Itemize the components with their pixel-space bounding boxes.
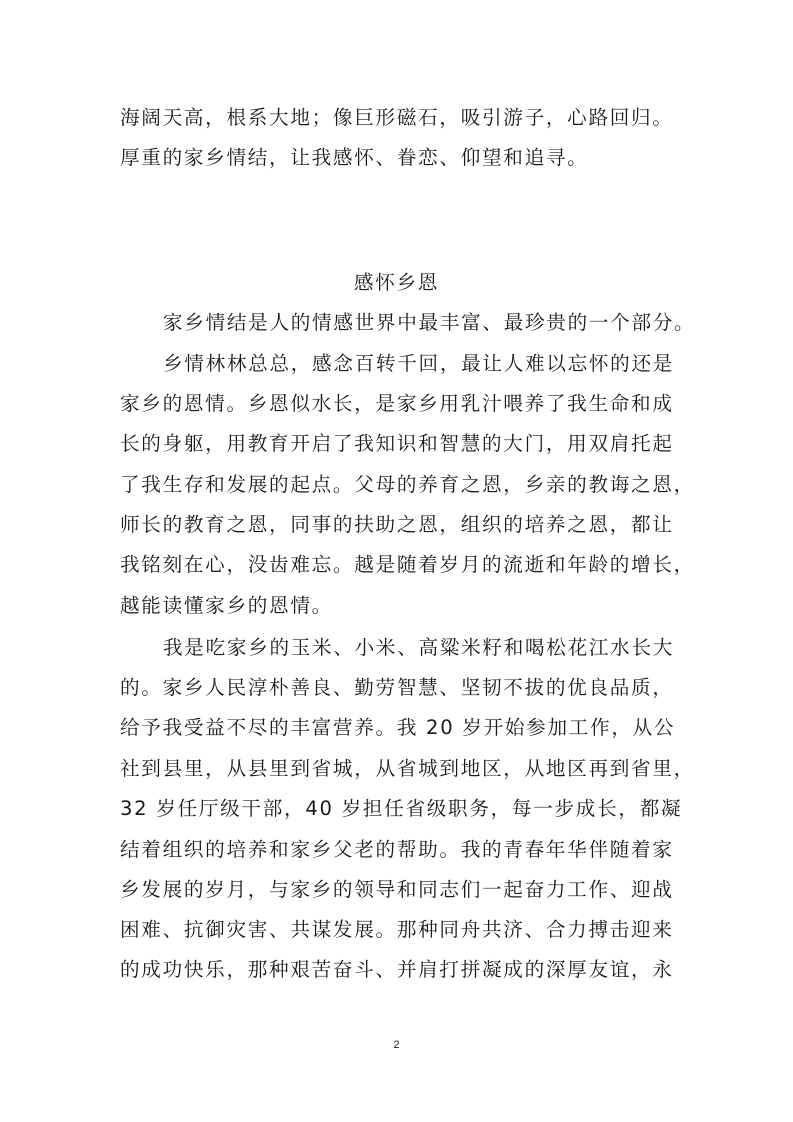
paragraph-line: 的成功快乐，那种艰苦奋斗、并肩打拼凝成的深厚友谊，永 xyxy=(120,958,674,981)
paragraph-line: 乡情林林总总，感念百转千回，最让人难以忘怀的还是 xyxy=(163,352,675,375)
paragraph-line: 我铭刻在心，没齿难忘。越是随着岁月的流逝和年龄的增长， xyxy=(120,553,695,576)
section-title: 感怀乡恩 xyxy=(353,271,440,294)
paragraph-line: 给予我受益不尽的丰富营养。我 20 岁开始参加工作，从公 xyxy=(120,716,676,739)
paragraph-line: 我是吃家乡的玉米、小米、高粱米籽和喝松花江水长大 xyxy=(163,636,675,659)
page-number: 2 xyxy=(393,1039,400,1051)
paragraph-line: 家乡的恩情。乡恩似水长，是家乡用乳汁喂养了我生命和成 xyxy=(120,392,674,415)
paragraph-line: 困难、抗御灾害、共谋发展。那种同舟共济、合力搏击迎来 xyxy=(120,918,674,941)
paragraph-line: 社到县里，从县里到省城，从省城到地区，从地区再到省里， xyxy=(120,757,695,780)
paragraph-line: 32 岁任厅级干部，40 岁担任省级职务，每一步成长，都凝 xyxy=(120,797,683,820)
intro-line: 海阔天高，根系大地；像巨形磁石，吸引游子，心路回归。 xyxy=(120,106,674,129)
intro-line: 厚重的家乡情结，让我感怀、眷恋、仰望和追寻。 xyxy=(120,146,589,169)
paragraph-line: 长的身躯，用教育开启了我知识和智慧的大门，用双肩托起 xyxy=(120,432,674,455)
paragraph-line: 家乡情结是人的情感世界中最丰富、最珍贵的一个部分。 xyxy=(163,311,696,334)
paragraph-line: 结着组织的培养和家乡父老的帮助。我的青春年华伴随着家 xyxy=(120,838,674,861)
paragraph-line: 乡发展的岁月，与家乡的领导和同志们一起奋力工作、迎战 xyxy=(120,878,674,901)
paragraph-line: 师长的教育之恩，同事的扶助之恩，组织的培养之恩，都让 xyxy=(120,513,674,536)
paragraph-line: 了我生存和发展的起点。父母的养育之恩，乡亲的教诲之恩， xyxy=(120,473,695,496)
paragraph-line: 越能读懂家乡的恩情。 xyxy=(120,594,333,617)
paragraph-line: 的。家乡人民淳朴善良、勤劳智慧、坚韧不拔的优良品质， xyxy=(120,676,674,699)
